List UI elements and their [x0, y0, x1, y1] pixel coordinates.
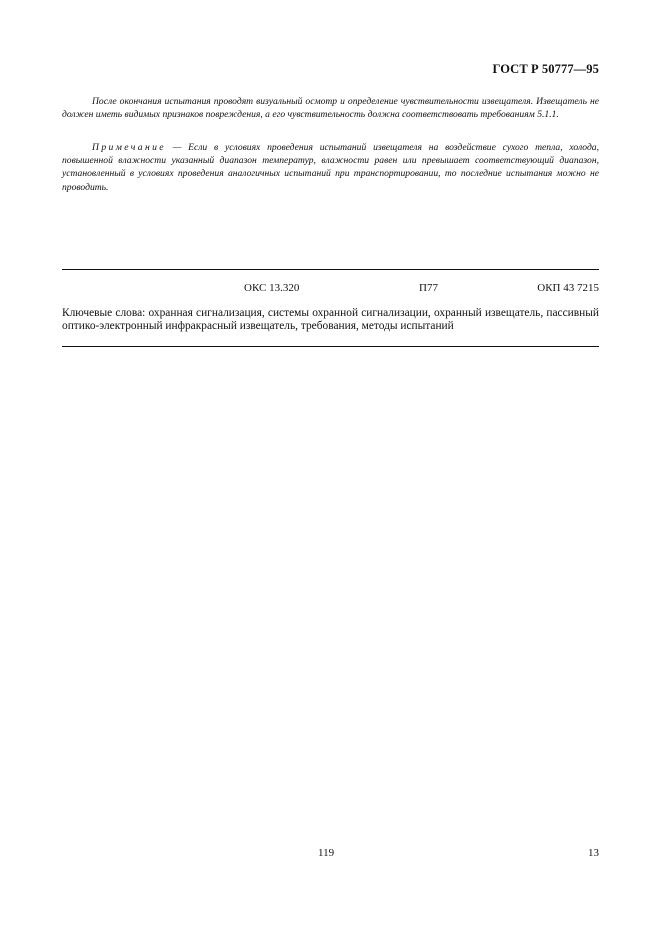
note-text: Если в условиях проведения испытаний извещателя на воздействие сухого тепла, холода, повышенной влажности указанный диапазон температур, влажности равен или превышает соответствующий диапазон, установленный в условиях проведения аналогичных испытаний при транспортировании, то последние испытания можно не проводить.	[62, 142, 600, 193]
note-label: Примечание	[92, 142, 166, 153]
note-dash: —	[165, 142, 189, 153]
oks-code: ОКС 13.320	[244, 282, 300, 294]
note-paragraph	[62, 141, 599, 194]
group-code: П77	[419, 282, 438, 294]
page-number-center: 119	[318, 847, 335, 859]
okp-code: ОКП 43 7215	[537, 282, 599, 294]
divider-bottom	[62, 346, 599, 347]
divider-top	[62, 269, 599, 270]
document-code: ГОСТ Р 50777—95	[492, 62, 599, 76]
keywords-text: Ключевые слова: охранная сигнализация, системы охранной сигнализации, охранный извещатель, пассивный оптико-электронный инфракрасный извещатель, требования, методы испытаний	[62, 307, 599, 332]
page-number-right: 13	[588, 847, 599, 859]
paragraph-inspection: После окончания испытания проводят визуальный осмотр и определение чувствительности извещателя. Извещатель не должен иметь видимых признаков повреждения, а его чувствительность должна соответствовать требованиям 5.1.1.	[62, 96, 599, 121]
